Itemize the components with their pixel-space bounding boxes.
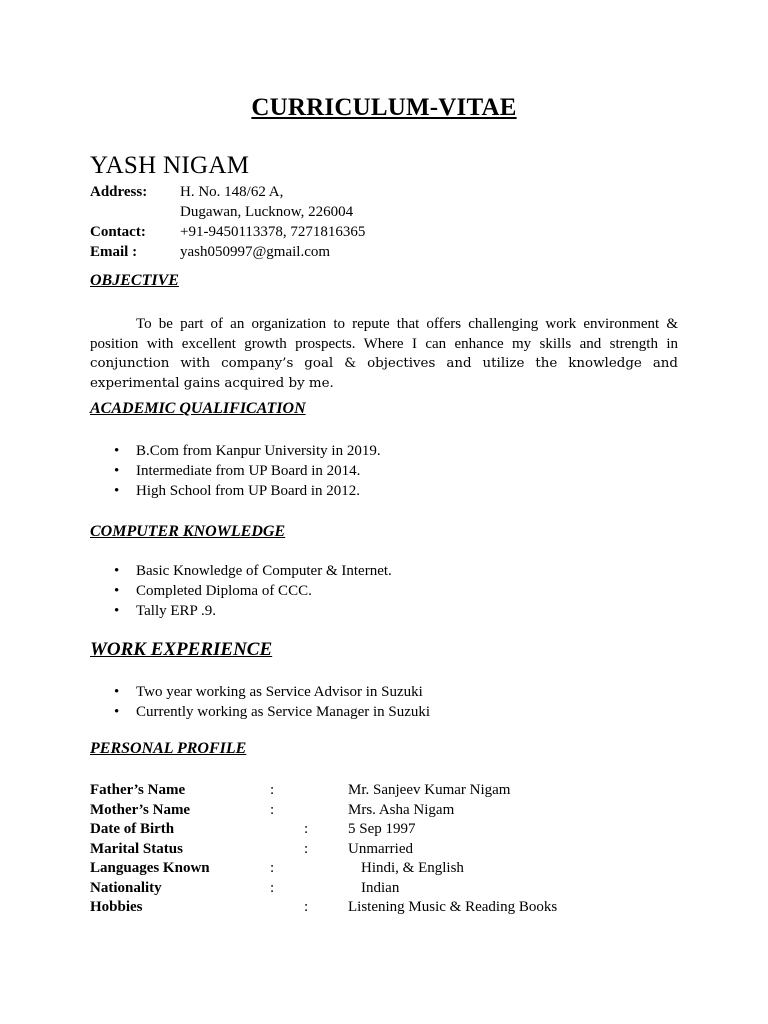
profile-value: Unmarried [348,840,413,857]
email-address: yash050997@gmail.com [180,244,331,260]
contact-row [90,222,365,242]
profile-label: Hobbies [90,899,143,915]
profile-label: Languages Known [90,860,210,876]
computer-heading: COMPUTER KNOWLEDGE [90,523,286,540]
list-item: • Two year working as Service Advisor in Suzuki [112,682,430,702]
profile-row-languages-known [90,859,650,879]
profile-value: Indian [361,879,400,896]
profile-colon: : [304,840,309,857]
profile-row-date-of-birth [90,820,650,840]
profile-value: Hindi, & English [361,860,464,876]
email-label: Email : [90,244,138,260]
profile-heading: PERSONAL PROFILE [90,740,247,757]
profile-value: Mr. Sanjeev Kumar Nigam [348,782,511,798]
computer-list [112,561,392,621]
email-row [90,242,365,262]
list-item: • Completed Diploma of CCC. [112,581,392,601]
profile-colon: : [304,821,309,837]
address-row-2 [90,202,365,222]
work-heading: WORK EXPERIENCE [90,639,273,660]
address-row [90,182,365,202]
work-list [112,682,430,722]
profile-label: Marital Status [90,840,183,857]
objective-text-part-2: conjunction with company’s goal & objectives and utilize the knowledge and experimental gains acquired by me. [90,356,678,391]
profile-colon: : [270,801,275,818]
address-line-2: Dugawan, Lucknow, 226004 [180,204,354,220]
profile-value: Mrs. Asha Nigam [348,801,455,818]
address-label: Address: [90,184,148,200]
list-item: • B.Com from Kanpur University in 2019. [112,441,381,461]
contact-block [90,182,365,262]
phone-numbers: +91-9450113378, 7271816365 [180,224,366,240]
profile-value: 5 Sep 1997 [348,821,416,837]
list-item: • High School from UP Board in 2012. [112,481,381,501]
profile-label: Date of Birth [90,821,175,837]
profile-label: Father’s Name [90,782,186,798]
profile-label: Nationality [90,879,162,896]
address-line-1: H. No. 148/62 A, [180,184,284,200]
address-spacer [90,202,180,222]
profile-row-nationality [90,879,650,899]
list-item: • Intermediate from UP Board in 2014. [112,461,381,481]
profile-row-marital-status [90,840,650,860]
profile-row-fathers-name [90,781,650,801]
document-title: CURRICULUM-VITAE [251,94,517,121]
candidate-name: YASH NIGAM [90,152,250,179]
profile-colon: : [270,879,275,896]
profile-colon: : [304,899,309,915]
profile-value: Listening Music & Reading Books [348,899,558,915]
list-item: • Basic Knowledge of Computer & Internet. [112,561,392,581]
contact-label: Contact: [90,224,146,240]
list-item: • Tally ERP .9. [112,601,392,621]
objective-heading: OBJECTIVE [90,272,179,289]
profile-colon: : [270,782,275,798]
profile-label: Mother’s Name [90,801,191,818]
list-item: • Currently working as Service Manager in Suzuki [112,702,430,722]
academic-heading: ACADEMIC QUALIFICATION [90,400,306,417]
profile-row-mothers-name [90,801,650,821]
profile-row-hobbies [90,898,650,918]
objective-text [90,315,678,393]
profile-colon: : [270,860,275,876]
academic-list [112,441,381,501]
profile-table [90,781,650,918]
objective-text-part-1: To be part of an organization to repute that offers challenging work environment & position with excellent growth prospects. Where I can enhance my skills and strength in [90,316,678,352]
